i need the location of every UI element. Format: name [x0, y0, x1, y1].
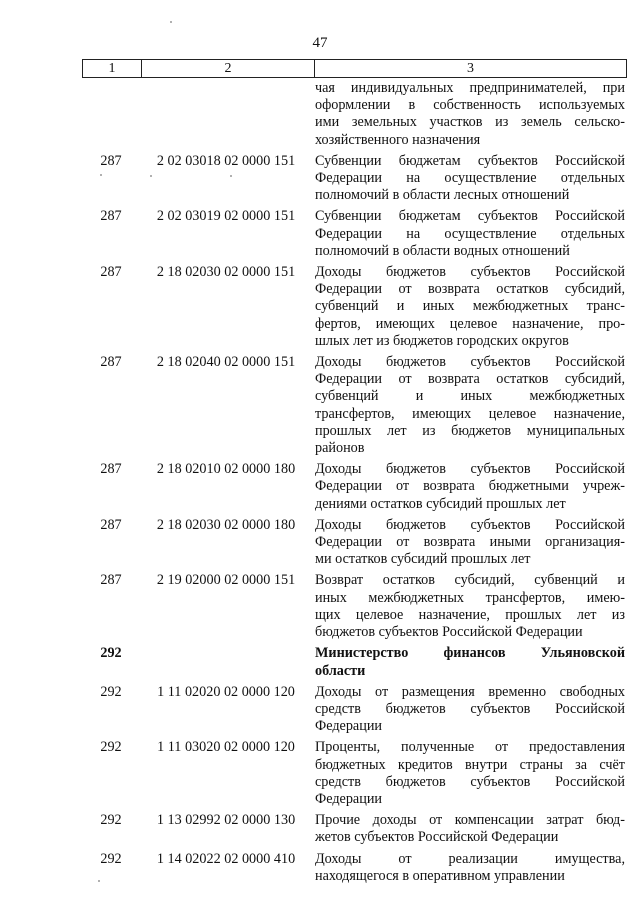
- description-line: ми остатков субсидий прошлых лет: [315, 551, 531, 568]
- description-line: Федерации от возврата бюджетными учреж-: [315, 478, 625, 495]
- admin-code: 292: [100, 645, 122, 662]
- description-line: субвенций и иных межбюджетных транс-: [315, 298, 625, 315]
- description-line: субвенций и иных межбюджетных: [315, 388, 625, 405]
- description-line: иных межбюджетных трансфертов, имею-: [315, 589, 625, 606]
- table-row: [82, 80, 625, 149]
- description-line: Доходы от реализации имущества,: [315, 850, 625, 867]
- admin-code: 292: [100, 812, 122, 829]
- description-line: Возврат остатков субсидий, субвенций и: [315, 572, 625, 589]
- description-line: Прочие доходы от компенсации затрат бюд-: [315, 812, 625, 829]
- header-col-3: 3: [467, 60, 474, 76]
- admin-code: 287: [100, 264, 122, 281]
- description-line: Доходы от размещения временно свободных: [315, 683, 625, 700]
- scan-speck: [230, 175, 232, 177]
- revenue-description: [312, 354, 625, 457]
- admin-code: 287: [100, 152, 122, 169]
- description-line: фертов, имеющих целевое назначение, про-: [315, 315, 625, 332]
- table-row: [82, 153, 625, 205]
- revenue-description: [312, 739, 625, 808]
- table-row: [82, 354, 625, 457]
- description-line: Федерации: [315, 790, 383, 807]
- table-row: [82, 572, 625, 641]
- table-row: [82, 461, 625, 513]
- header-col-2: 2: [142, 60, 315, 77]
- scan-speck: [150, 175, 152, 177]
- description-line: полномочий в области лесных отношений: [315, 187, 570, 204]
- budget-classification-code: 1 11 03020 02 0000 120: [157, 739, 295, 756]
- revenue-description: [312, 684, 625, 736]
- description-line: хозяйственного назначения: [315, 131, 481, 148]
- revenue-description: [312, 461, 625, 513]
- description-line: районов: [315, 440, 365, 457]
- admin-code: 287: [100, 208, 122, 225]
- revenue-description: [312, 517, 625, 569]
- description-line: Министерство финансов Ульяновской: [315, 645, 625, 662]
- admin-code: [82, 80, 140, 149]
- revenue-description: [312, 264, 625, 350]
- description-line: Федерации от возврата остатков субсидий,: [315, 281, 625, 298]
- budget-classification-code: 2 19 02000 02 0000 151: [156, 572, 296, 589]
- table-row: [82, 739, 625, 808]
- description-line: прошлых лет из бюджетов муниципальных: [315, 422, 625, 439]
- admin-code: 287: [100, 572, 122, 589]
- revenue-description: [312, 208, 625, 260]
- description-line: Доходы бюджетов субъектов Российской: [315, 461, 625, 478]
- budget-classification-code: 2 02 03018 02 0000 151: [156, 152, 296, 169]
- description-line: Доходы бюджетов субъектов Российской: [315, 264, 625, 281]
- table-row: [82, 208, 625, 260]
- table-row: [82, 684, 625, 736]
- description-line: Федерации: [315, 718, 383, 735]
- header-col-1: 1: [83, 60, 142, 77]
- description-line: бюджетных кредитов внутри страны за счёт: [315, 756, 625, 773]
- description-line: Федерации от возврата остатков субсидий,: [315, 371, 625, 388]
- budget-classification-code: 2 18 02040 02 0000 151: [156, 354, 296, 371]
- budget-classification-code: 1 14 02022 02 0000 410: [156, 850, 296, 867]
- description-line: оформлении в собственность используемых: [315, 97, 625, 114]
- admin-code: 287: [100, 516, 122, 533]
- admin-code: 292: [100, 739, 122, 756]
- table-row: [82, 645, 625, 679]
- description-line: дениями остатков субсидий прошлых лет: [315, 495, 566, 512]
- description-line: чая индивидуальных предпринимателей, при: [315, 80, 625, 96]
- description-line: средств бюджетов субъектов Российской: [315, 700, 625, 717]
- description-line: средств бюджетов субъектов Российской: [315, 773, 625, 790]
- description-line: Субвенции бюджетам субъектов Российской: [315, 208, 625, 225]
- table-row: [82, 517, 625, 569]
- description-line: Доходы бюджетов субъектов Российской: [315, 516, 625, 533]
- scan-speck: [100, 174, 102, 176]
- budget-classification-code: 2 18 02010 02 0000 180: [156, 461, 296, 478]
- budget-classification-code: 2 18 02030 02 0000 180: [156, 516, 296, 533]
- table-row: [82, 264, 625, 350]
- description-line: Субвенции бюджетам субъектов Российской: [315, 152, 625, 169]
- description-line: области: [315, 662, 366, 679]
- description-line: шлых лет из бюджетов городских округов: [315, 332, 569, 349]
- description-line: жетов субъектов Российской Федерации: [315, 829, 559, 846]
- description-line: полномочий в области водных отношений: [315, 242, 570, 259]
- table-header: [82, 59, 627, 78]
- description-line: находящегося в оперативном управлении: [315, 867, 565, 884]
- revenue-description: [312, 80, 625, 149]
- scan-speck: [98, 880, 100, 882]
- budget-classification-code: [140, 80, 312, 149]
- revenue-description: [312, 153, 625, 205]
- description-line: Проценты, полученные от предоставления: [315, 739, 625, 756]
- table-row: [82, 812, 625, 846]
- budget-classification-code: 2 18 02030 02 0000 151: [156, 264, 296, 281]
- description-line: щих целевое назначение, прошлых лет из: [315, 606, 625, 623]
- admin-code: 287: [100, 354, 122, 371]
- description-line: ими земельных участков из земель сельско-: [315, 114, 625, 131]
- table-row: [82, 851, 625, 885]
- budget-classification-code: [140, 645, 312, 679]
- admin-code: 292: [100, 850, 122, 867]
- page-number: 47: [312, 35, 328, 51]
- description-line: Федерации на осуществление отдельных: [315, 225, 625, 242]
- admin-code: 292: [100, 683, 122, 700]
- budget-classification-code: 1 11 02020 02 0000 120: [157, 683, 295, 700]
- description-line: бюджетов субъектов Российской Федерации: [315, 624, 583, 641]
- revenue-description: [312, 812, 625, 846]
- description-line: Федерации от возврата иными организация-: [315, 534, 625, 551]
- description-line: трансфертов, имеющих целевое назначение,: [315, 405, 625, 422]
- scan-speck: [170, 21, 172, 23]
- budget-classification-code: 2 02 03019 02 0000 151: [156, 208, 296, 225]
- description-line: Доходы бюджетов субъектов Российской: [315, 354, 625, 371]
- budget-classification-code: 1 13 02992 02 0000 130: [156, 812, 296, 829]
- revenue-description: [312, 572, 625, 641]
- description-line: Федерации на осуществление отдельных: [315, 170, 625, 187]
- revenue-description: [312, 851, 625, 885]
- admin-code: 287: [100, 461, 122, 478]
- revenue-description: [312, 645, 625, 679]
- table-body: [82, 80, 625, 889]
